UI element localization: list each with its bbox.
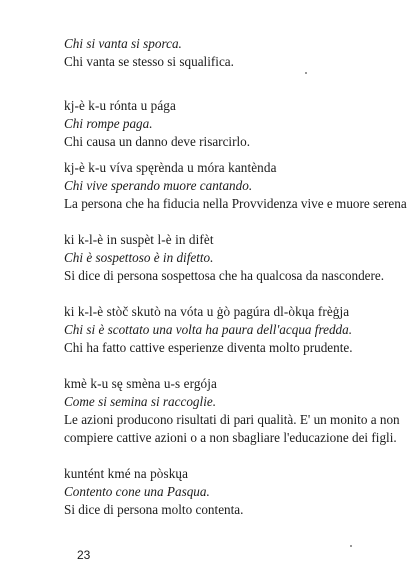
meaning-text: compiere cattive azioni o a non sbagliare l'educazione dei figli. [64, 430, 397, 445]
italian-translation: Chi vive sperando muore cantando. [64, 178, 253, 193]
dialect-proverb: kmè k-u sę smèna u-s ergója [64, 376, 217, 391]
meaning-text: Si dice di persona sospettosa che ha qualcosa da nascondere. [64, 268, 385, 283]
italian-translation: Chi è sospettoso è in difetto. [64, 250, 214, 265]
dialect-proverb: kj-è k-u víva spęrènda u móra kantènda [64, 160, 277, 175]
dialect-proverb: kj-è k-u rónta u pága [64, 98, 176, 113]
meaning-text: Chi vanta se stesso si squalifica. [64, 54, 234, 69]
meaning-text: Chi causa un danno deve risarcirlo. [64, 134, 251, 149]
meaning-text: Si dice di persona molto contenta. [64, 502, 244, 517]
italian-translation: Come si semina si raccoglie. [64, 394, 217, 409]
meaning-text: Chi ha fatto cattive esperienze diventa molto prudente. [64, 340, 353, 355]
page-number: 23 [77, 548, 91, 562]
dialect-proverb: ki k-l-è stòč skutò na vóta u ġò pagúra dl-òkųa frèġja [64, 304, 350, 319]
italian-translation: Chi rompe paga. [64, 116, 153, 131]
scan-speck [305, 72, 307, 74]
dialect-proverb: ki k-l-è in suspèt l-è in difèt [64, 232, 214, 247]
meaning-text: La persona che ha fiducia nella Provvidenza vive e muore serena [64, 196, 407, 211]
dialect-proverb: kuntént kmé na pòskųa [64, 466, 189, 481]
meaning-text: Le azioni producono risultati di pari qualità. E' un monito a non [64, 412, 400, 427]
italian-translation: Contento cone una Pasqua. [64, 484, 210, 499]
italian-translation: Chi si vanta si sporca. [64, 36, 182, 51]
italian-translation: Chi si è scottato una volta ha paura dell'acqua fredda. [64, 322, 353, 337]
scan-speck [350, 545, 352, 547]
